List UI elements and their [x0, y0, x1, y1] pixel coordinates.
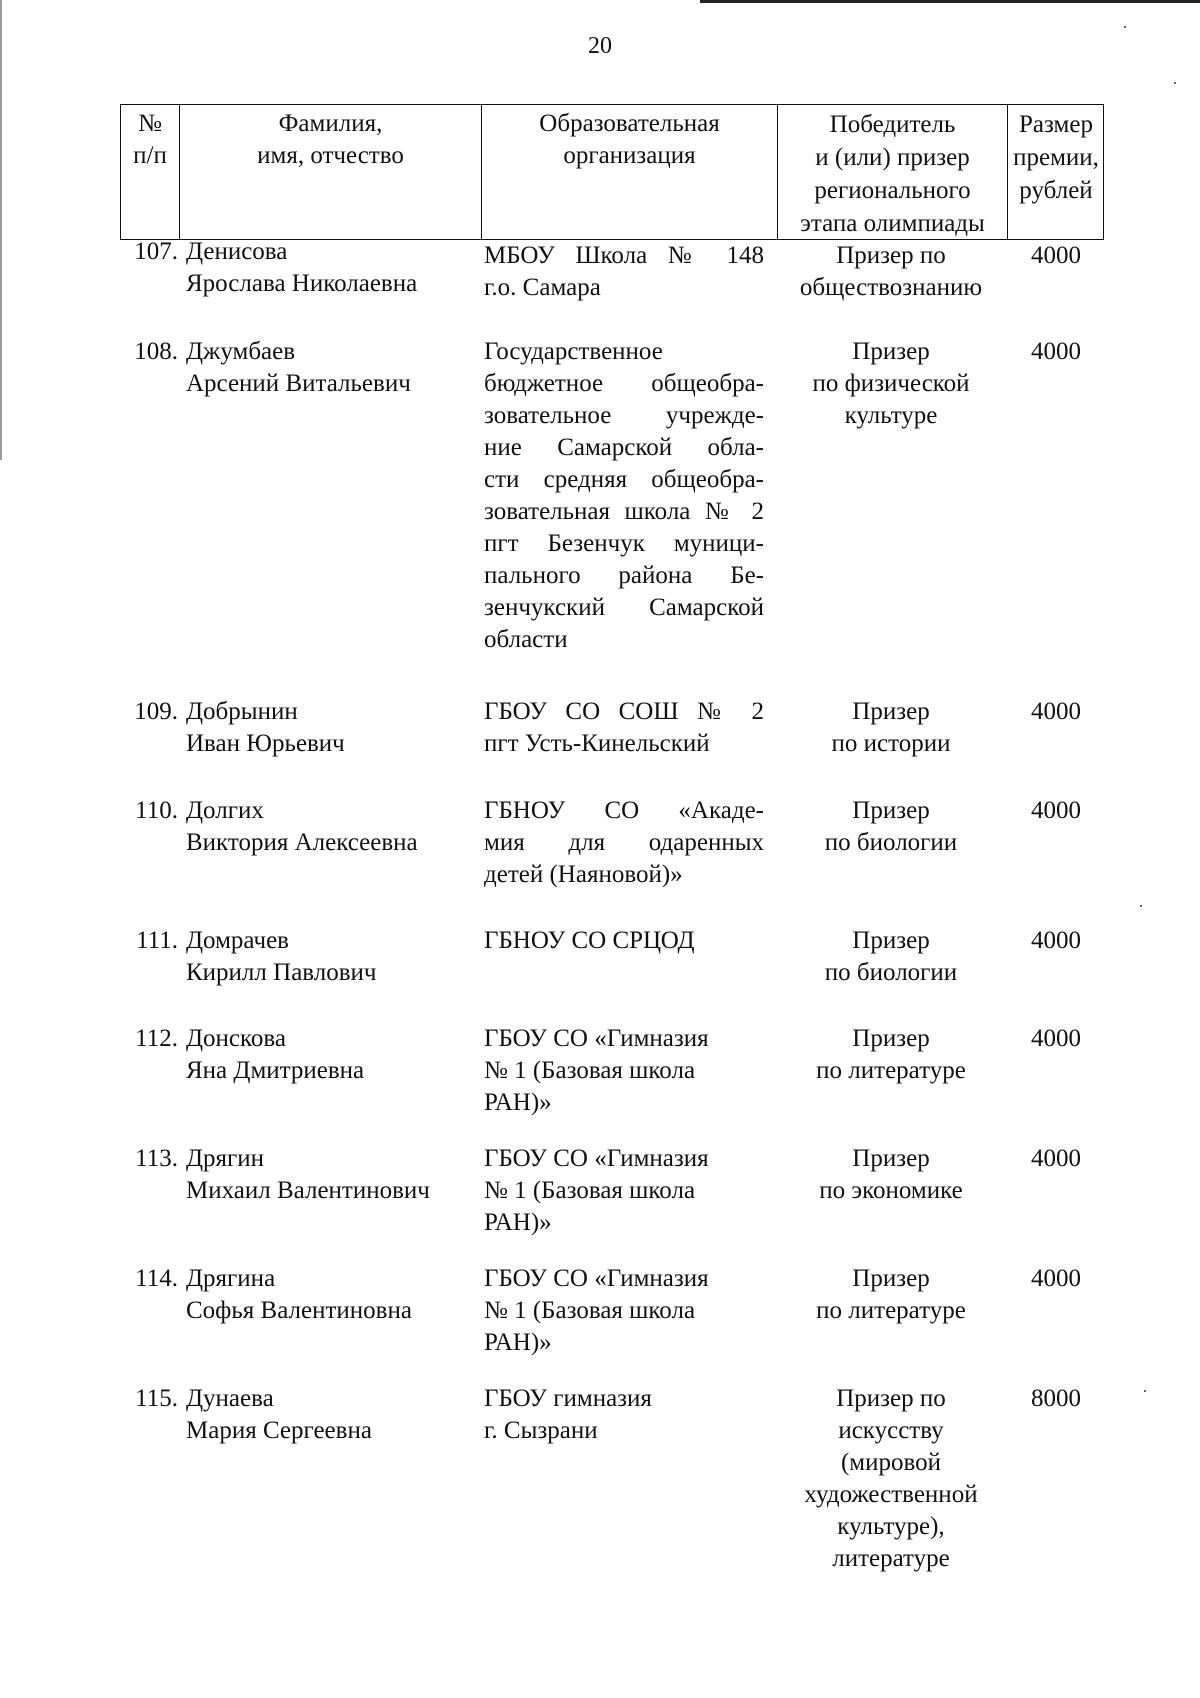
award: Призер по истории	[831, 698, 951, 757]
person-name: Домрачев Кирилл Павлович	[186, 927, 377, 986]
award: Призер по экономике	[819, 1145, 963, 1204]
organization: ГБОУ гимназия г. Сызрани	[484, 1385, 652, 1444]
header-name: Фамилия, имя, отчество	[179, 104, 481, 240]
organization: ГБОУ СО «Гимназия № 1 (Базовая школа РАН)»	[484, 1025, 709, 1116]
row-number: 107.	[134, 238, 178, 265]
row-number: 112.	[135, 1025, 178, 1052]
header-award: Победитель и (или) призер регионального этапа олимпиады	[777, 104, 1007, 240]
prize-amount: 4000	[1031, 1265, 1081, 1292]
award: Призер по биологии	[824, 927, 958, 986]
scan-speck	[1124, 26, 1126, 28]
header-prize: Размер премии, рублей	[1007, 104, 1104, 240]
prize-amount: 4000	[1031, 927, 1081, 954]
header-org: Образовательная организация	[481, 104, 777, 240]
row-number: 115.	[135, 1385, 178, 1412]
prize-amount: 4000	[1031, 242, 1081, 269]
row-number: 113.	[135, 1145, 178, 1172]
award: Призер по биологии	[824, 797, 958, 856]
prize-amount: 4000	[1031, 338, 1081, 365]
organization: МБОУ Школа № 148 г.о. Самара	[484, 242, 764, 301]
organization: ГБНОУ СО СРЦОД	[484, 927, 695, 954]
prize-amount: 4000	[1031, 1025, 1081, 1052]
scan-margin-line	[0, 0, 2, 460]
prize-amount: 8000	[1031, 1385, 1081, 1412]
award: Призер по литературе	[816, 1265, 966, 1324]
award: Призер по искусству (мировой художественной культуре), литературе	[804, 1385, 978, 1572]
person-name: Дунаева Мария Сергеевна	[186, 1385, 372, 1444]
award: Призер по обществознанию	[799, 242, 983, 301]
organization: ГБОУ СО «Гимназия № 1 (Базовая школа РАН)»	[484, 1265, 709, 1356]
scan-speck	[1140, 905, 1142, 907]
person-name: Джумбаев Арсений Витальевич	[186, 338, 411, 397]
prize-amount: 4000	[1031, 698, 1081, 725]
person-name: Дрягина Софья Валентиновна	[186, 1265, 412, 1324]
scan-speck	[1174, 82, 1176, 84]
person-name: Долгих Виктория Алексеевна	[186, 797, 418, 856]
person-name: Дрягин Михаил Валентинович	[186, 1145, 430, 1204]
organization: ГБОУ СО СОШ № 2 пгт Усть-Кинельский	[484, 698, 764, 757]
header-num: № п/п	[120, 104, 179, 240]
row-number: 109.	[134, 698, 178, 725]
organization: Государственное бюджетное общеобра- зовательное учрежде- ние Самарской обла- сти средняя общеобра- зовательная школа № 2 пгт Безенчук муници- пального района Бе- зенчукский Самарской области	[484, 338, 764, 653]
row-number: 114.	[135, 1265, 178, 1292]
organization: ГБОУ СО «Гимназия № 1 (Базовая школа РАН)»	[484, 1145, 709, 1236]
person-name: Добрынин Иван Юрьевич	[186, 698, 345, 757]
scan-edge-line	[700, 0, 1200, 3]
row-number: 108.	[134, 338, 178, 365]
organization: ГБНОУ СО «Акаде- мия для одаренных детей (Наяновой)»	[484, 797, 764, 888]
person-name: Донскова Яна Дмитриевна	[186, 1025, 365, 1084]
row-number: 110.	[135, 797, 178, 824]
row-number: 111.	[136, 927, 178, 954]
page-number: 20	[588, 33, 612, 59]
prize-amount: 4000	[1031, 1145, 1081, 1172]
person-name: Денисова Ярослава Николаевна	[186, 238, 418, 297]
scan-speck	[1144, 1390, 1146, 1392]
award: Призер по физической культуре	[812, 338, 970, 429]
prize-amount: 4000	[1031, 797, 1081, 824]
award: Призер по литературе	[816, 1025, 966, 1084]
